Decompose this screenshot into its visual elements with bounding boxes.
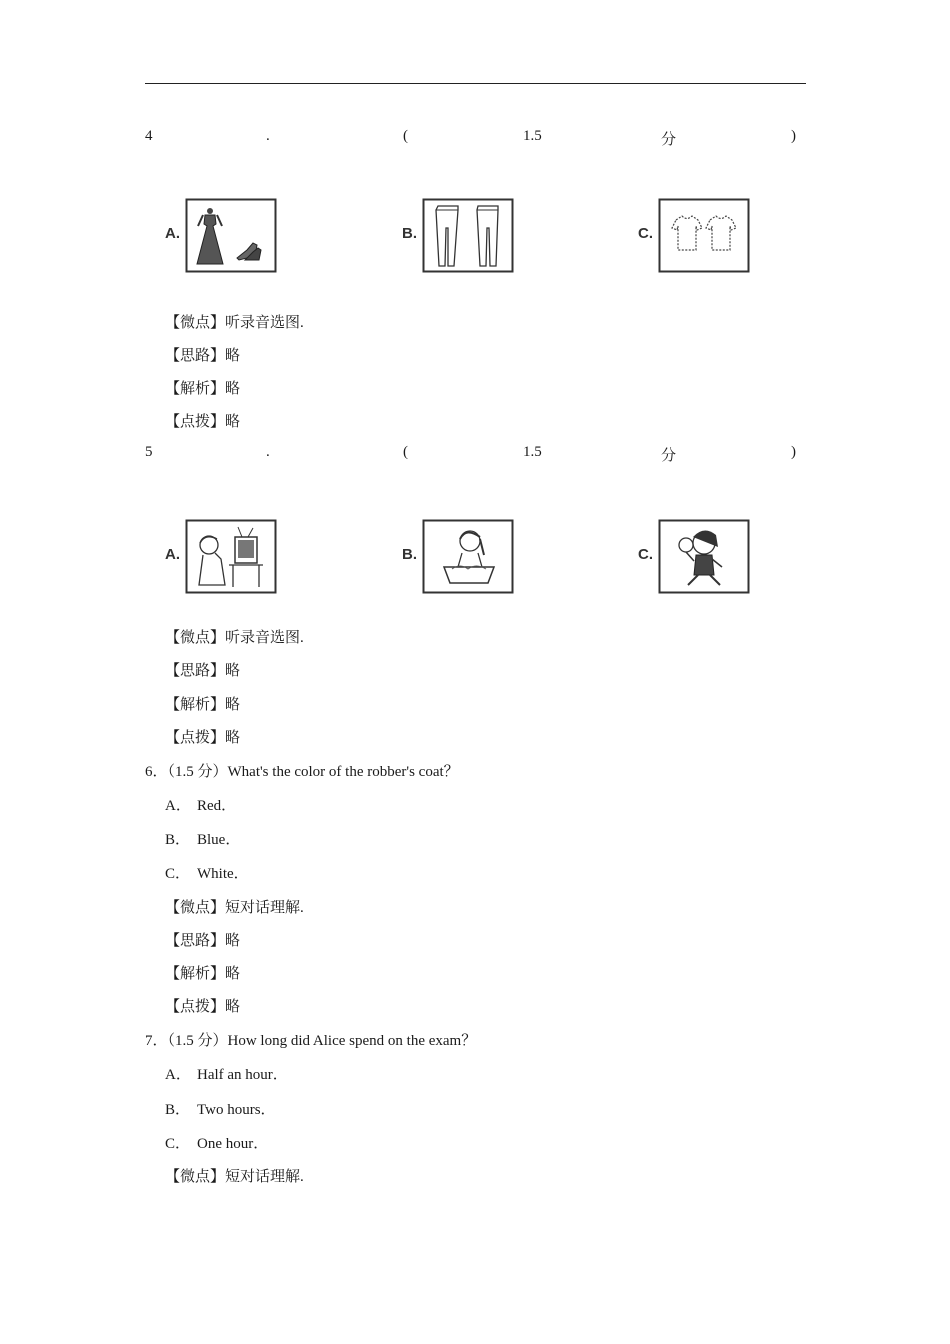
question-dot: . (266, 444, 270, 460)
question-4-picture-options (165, 198, 785, 278)
choice-a[interactable] (165, 794, 236, 814)
note-micro-point: 【微点】听录音选图. (165, 315, 304, 331)
question-dot: . (266, 128, 270, 144)
choice-b[interactable] (165, 828, 240, 848)
score-unit: 分 (661, 132, 677, 148)
open-paren: ( (403, 444, 408, 460)
choice-c[interactable] (165, 862, 249, 882)
score-unit: 分 (661, 448, 677, 464)
close-paren: ) (791, 444, 796, 460)
choice-text: Two hours． (197, 1102, 276, 1118)
question-7-stem: 7．（1.5 分）How long did Alice spend on the exam？ (145, 1033, 477, 1049)
choice-text: Half an hour． (197, 1067, 288, 1083)
close-paren: ) (791, 128, 796, 144)
open-paren: ( (403, 128, 408, 144)
dress-and-shoes-icon (185, 198, 277, 274)
question-number: 4 (145, 128, 153, 144)
note-tip: 【点拨】略 (165, 730, 241, 746)
note-tip: 【点拨】略 (165, 414, 241, 430)
note-micro-point: 【微点】短对话理解. (165, 1169, 304, 1185)
note-micro-point: 【微点】短对话理解. (165, 900, 304, 916)
choice-letter: B． (165, 1102, 191, 1118)
note-analysis: 【解析】略 (165, 966, 241, 982)
note-tip: 【点拨】略 (165, 999, 241, 1015)
choice-letter: C． (165, 1136, 191, 1152)
option-b[interactable] (402, 198, 522, 278)
option-letter: C. (638, 225, 653, 242)
question-score: 1.5 (523, 444, 542, 460)
washing-clothes-icon (422, 519, 514, 595)
note-approach: 【思路】略 (165, 663, 241, 679)
choice-text: Red． (197, 798, 237, 814)
option-letter: C. (638, 546, 653, 563)
choice-text: White． (197, 866, 249, 882)
choice-letter: A． (165, 1067, 191, 1083)
option-a[interactable] (165, 519, 285, 599)
note-approach: 【思路】略 (165, 933, 241, 949)
trousers-icon (422, 198, 514, 274)
question-6-stem: 6．（1.5 分）What's the color of the robber's coat？ (145, 764, 459, 780)
choice-c[interactable] (165, 1132, 268, 1152)
option-b[interactable] (402, 519, 522, 599)
header-rule (145, 83, 806, 84)
option-c[interactable] (638, 198, 758, 278)
note-analysis: 【解析】略 (165, 381, 241, 397)
option-letter: A. (165, 546, 180, 563)
note-analysis: 【解析】略 (165, 697, 241, 713)
note-micro-point: 【微点】听录音选图. (165, 630, 304, 646)
playing-ball-icon (658, 519, 750, 595)
watching-tv-icon (185, 519, 277, 595)
option-a[interactable] (165, 198, 285, 278)
choice-text: Blue． (197, 832, 241, 848)
question-5-picture-options (165, 519, 785, 599)
option-letter: B. (402, 225, 417, 242)
question-4-header (145, 128, 806, 148)
option-letter: B. (402, 546, 417, 563)
option-c[interactable] (638, 519, 758, 599)
t-shirts-icon (658, 198, 750, 274)
question-number: 5 (145, 444, 153, 460)
choice-letter: C． (165, 866, 191, 882)
option-letter: A. (165, 225, 180, 242)
choice-a[interactable] (165, 1063, 288, 1083)
note-approach: 【思路】略 (165, 348, 241, 364)
question-score: 1.5 (523, 128, 542, 144)
choice-letter: A． (165, 798, 191, 814)
choice-b[interactable] (165, 1098, 276, 1118)
question-5-header (145, 444, 806, 464)
choice-text: One hour． (197, 1136, 269, 1152)
choice-letter: B． (165, 832, 191, 848)
